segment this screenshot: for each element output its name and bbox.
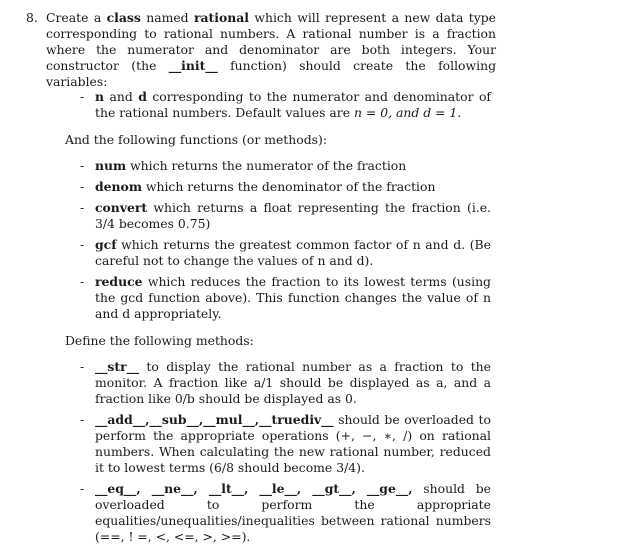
list-item xyxy=(76,359,491,407)
methods-heading: Define the following methods: xyxy=(65,333,254,348)
var-d: d xyxy=(138,89,147,104)
methods-list xyxy=(76,359,491,550)
dash-bullet: - xyxy=(80,412,85,427)
dash-bullet: - xyxy=(80,89,85,104)
defaults-math: n = 0, and d = 1. xyxy=(354,105,462,120)
method-desc: should be overloaded to perform the appropriate operations (+, −, ∗, /) on rational numbers. When calculating the new rational number, reduced it to lowest terms (6/8 should become 3/4). xyxy=(95,412,491,475)
function-desc: which returns a float representing the fraction (i.e. 3/4 becomes 0.75) xyxy=(95,200,491,231)
init-keyword: __init__ xyxy=(168,58,218,73)
function-desc: which reduces the fraction to its lowest terms (using the gcd function above). This function changes the value of n and d appropriately. xyxy=(95,274,491,321)
list-item xyxy=(76,481,491,545)
list-item xyxy=(76,158,491,174)
dash-bullet: - xyxy=(80,200,85,215)
method-name: __add__,__sub__,__mul__,__truediv__ xyxy=(95,412,334,427)
method-name: __eq__, __ne__, __lt__, __le__, __gt__, __ge__, xyxy=(95,481,413,496)
variables-desc: corresponding to the numerator and denominator of the rational numbers. Default values are xyxy=(95,89,491,120)
intro-text: function) should create the following variables: xyxy=(46,58,496,89)
dash-bullet: - xyxy=(80,237,85,252)
and-text: and xyxy=(104,89,139,104)
method-desc: to display the rational number as a fraction to the monitor. A fraction like a/1 should be displayed as a, and a fraction like 0/b should be displayed as 0. xyxy=(95,359,491,406)
problem-intro xyxy=(26,10,496,90)
method-desc: should be overloaded to perform the appropriate equalities/unequalities/inequalities between rational numbers (==, ! =, <, <=, >, >=). xyxy=(95,481,491,544)
function-name: reduce xyxy=(95,274,143,289)
list-item xyxy=(76,274,491,322)
class-name: rational xyxy=(194,10,249,25)
dash-bullet: - xyxy=(80,274,85,289)
function-desc: which returns the numerator of the fraction xyxy=(126,158,407,173)
intro-text: Create a xyxy=(46,10,107,25)
dash-bullet: - xyxy=(80,158,85,173)
dash-bullet: - xyxy=(80,179,85,194)
function-desc: which returns the greatest common factor of n and d. (Be careful not to change the values of n and d). xyxy=(95,237,491,268)
list-item xyxy=(76,89,491,121)
intro-paragraph xyxy=(46,10,496,90)
function-name: num xyxy=(95,158,127,173)
var-n: n xyxy=(95,89,105,104)
problem-number: 8. xyxy=(26,10,38,25)
list-item xyxy=(76,200,491,232)
functions-heading: And the following functions (or methods): xyxy=(65,132,328,147)
function-name: denom xyxy=(95,179,142,194)
intro-text: which will represent a new data type corresponding to rational numbers. A rational number is a fraction where the numerator and denominator are both integers. Your constructor (the xyxy=(46,10,496,73)
list-item xyxy=(76,237,491,269)
dash-bullet: - xyxy=(80,481,85,496)
list-item xyxy=(76,412,491,476)
list-item xyxy=(76,179,491,195)
method-name: __str__ xyxy=(95,359,140,374)
function-desc: which returns the denominator of the fraction xyxy=(141,179,436,194)
dash-bullet: - xyxy=(80,359,85,374)
function-name: convert xyxy=(95,200,148,215)
variables-list xyxy=(76,89,491,126)
intro-text: named xyxy=(140,10,194,25)
class-keyword: class xyxy=(106,10,141,25)
function-name: gcf xyxy=(95,237,117,252)
functions-list xyxy=(76,158,491,327)
